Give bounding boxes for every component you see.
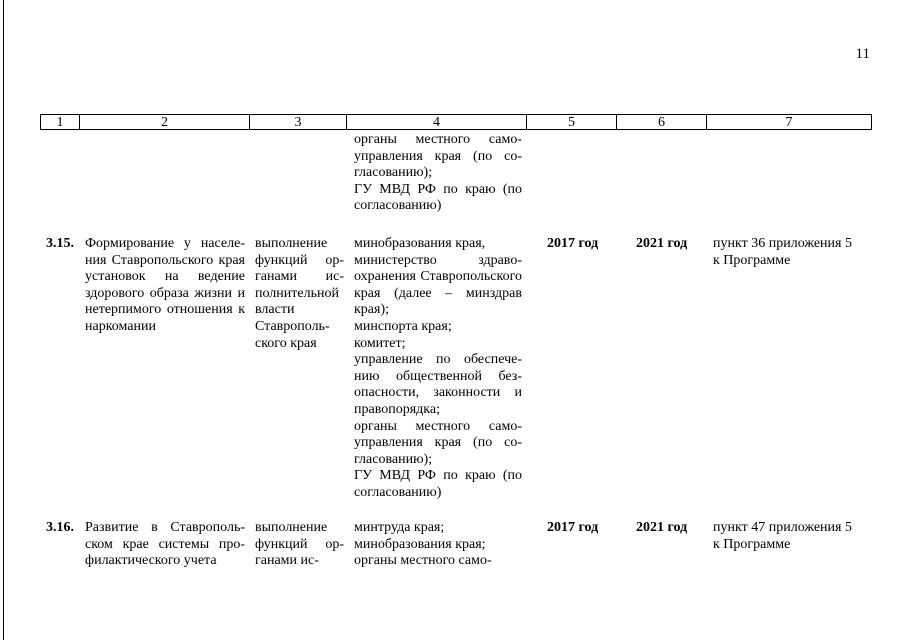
row-3-15-col2: Формирование у населения Ставропольского края установок на ведение здорового образа жизни и нетерпимого отношения к наркомании [85, 236, 245, 334]
page-left-edge [3, 0, 4, 640]
row-3-16-col4 [354, 520, 522, 570]
row-3-15-col7 [713, 236, 875, 269]
row-3-15-col4-line-f: органы местного самоуправления края (по согласованию); [354, 418, 522, 467]
continuation-col4 [354, 132, 522, 215]
row-3-15-col5: 2017 год [547, 236, 599, 251]
row-3-16-col7-line-b: к Программе [713, 536, 791, 552]
header-col-2: 2 [80, 114, 250, 130]
row-3-16-col7 [713, 520, 875, 553]
header-col-3: 3 [250, 114, 347, 130]
row-3-15-col4-line-b: министерство здравоохранения Ставропольского края (далее – минздрав края); [354, 252, 522, 318]
continuation-col4-text-b: ГУ МВД РФ по краю (по согласованию) [354, 181, 522, 214]
row-3-15-col4-line-e: управление по обеспечению общественной безопасности, законности и правопорядка; [354, 352, 522, 417]
row-3-16-col2: Развитие в Ставропольском крае системы профилактического учета [85, 520, 245, 569]
row-3-16-col4-line-c: органы местного само- [354, 553, 492, 569]
row-3-16-col4-line-a: минтруда края; [354, 520, 445, 535]
continuation-col4-text-a: органы местного самоуправления края (по согласованию); [354, 132, 522, 181]
row-3-15-col6: 2021 год [636, 236, 688, 251]
row-3-15-col4-line-a: минобразования края, [354, 236, 486, 251]
row-3-16-col6: 2021 год [636, 520, 688, 535]
row-3-16-col4-line-b: минобразования края; [354, 536, 486, 552]
row-3-15-col4-line-g: ГУ МВД РФ по краю (по согласованию) [354, 468, 522, 500]
row-3-15-col7-line-a: пункт 36 приложения 5 [713, 236, 852, 251]
row-3-15-col4 [354, 236, 522, 502]
row-3-15-col7-line-b: к Программе [713, 252, 791, 268]
row-3-16-col7-line-a: пункт 47 приложения 5 [713, 520, 852, 535]
header-col-7: 7 [707, 114, 872, 130]
row-3-15-col3: выполнение функций органами исполнительной власти Ставропольского края [255, 236, 344, 351]
header-col-4: 4 [347, 114, 527, 130]
row-3-15-col4-line-d: комитет; [354, 335, 406, 351]
row-3-15-col4-line-c: минспорта края; [354, 318, 452, 334]
header-col-5: 5 [527, 114, 617, 130]
header-col-1: 1 [40, 114, 80, 130]
row-3-16-number: 3.16. [46, 520, 74, 535]
header-col-6: 6 [617, 114, 707, 130]
row-3-15-number: 3.15. [46, 236, 74, 251]
row-3-16-col5: 2017 год [547, 520, 599, 535]
page-number: 11 [855, 46, 870, 62]
row-3-16-col3: выполнение функций органами ис- [255, 520, 344, 569]
